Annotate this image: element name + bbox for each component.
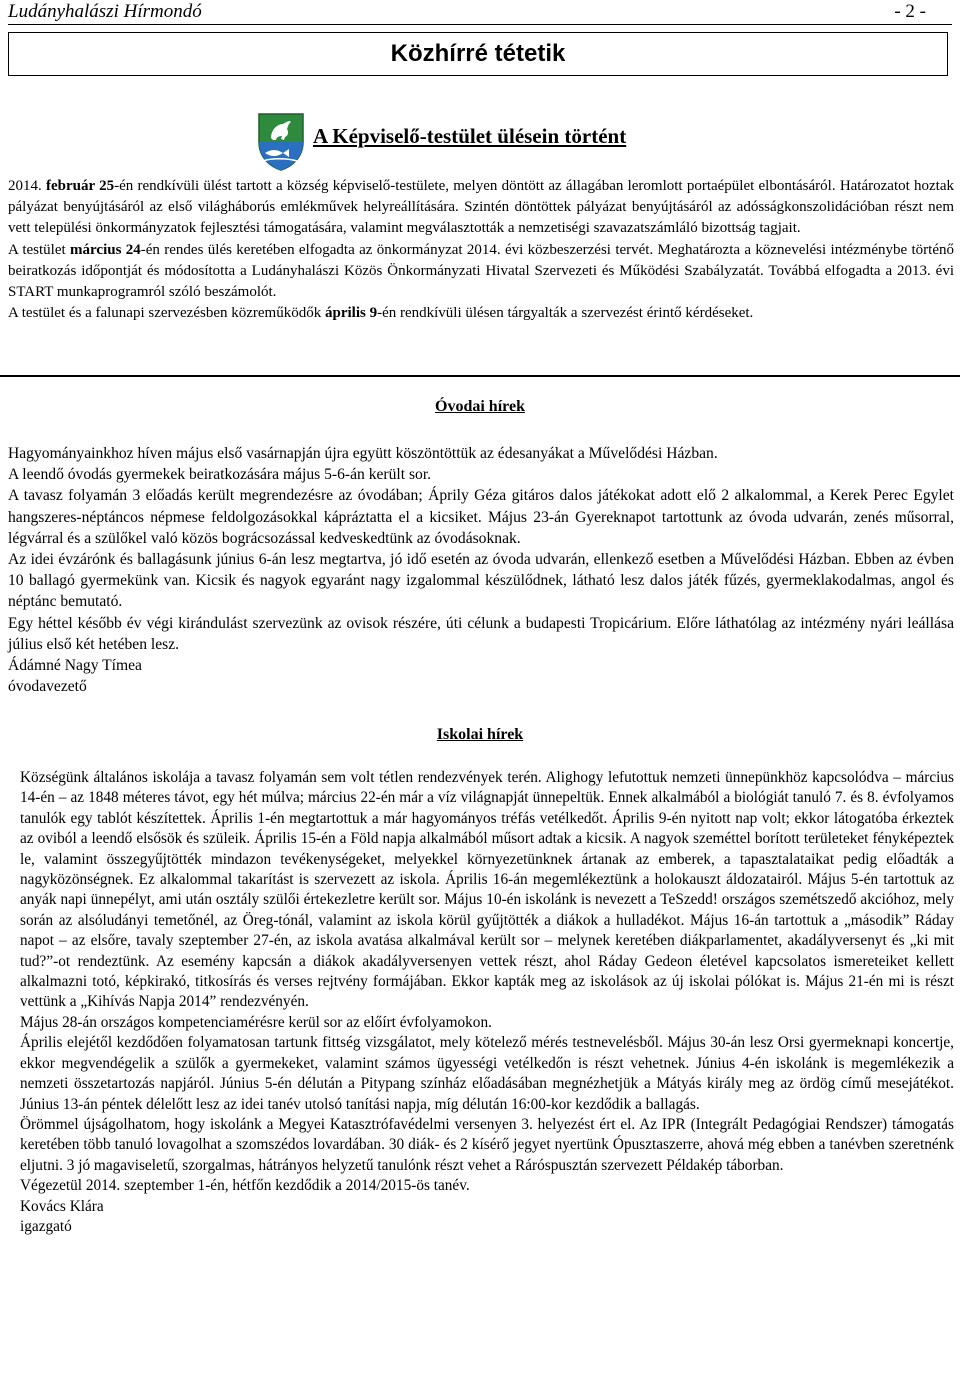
kindergarten-paragraph: A tavasz folyamán 3 előadás került megrendezésre az óvodában; Áprily Géza gitáros dalos játékokat adott elő 2 alkalommal, a Kerek Perec Egylet hangszeres-néptáncos népmese feldolgozásokkal kápráztatta el a kicsiket. Május 23-án Gyereknapot tartottunk az óvoda udvarán, zenés műsorral, légvárral és a szülőkel való közös bográcsozással kedveskedtünk az óvodásoknak. xyxy=(8,487,954,547)
kindergarten-paragraph: A leendő óvodás gyermekek beiratkozására május 5-6-án került sor. xyxy=(8,466,432,484)
kindergarten-title: Óvodai hírek xyxy=(435,398,525,415)
signature-title: óvodavezető xyxy=(8,678,87,696)
publication-title: Ludányhalászi Hírmondó xyxy=(8,1,202,22)
running-header xyxy=(8,0,952,25)
signature-name: Kovács Klára xyxy=(20,1197,104,1215)
meeting-date: március 24 xyxy=(70,241,141,258)
paragraph-text: 2014. xyxy=(8,178,46,194)
paragraph-text: A testület xyxy=(8,241,71,258)
section-banner: Közhírré tétetik xyxy=(8,32,948,76)
signature-name: Ádámné Nagy Tímea xyxy=(8,657,142,675)
council-paragraph xyxy=(8,176,954,240)
village-crest-icon xyxy=(257,112,305,172)
kindergarten-paragraph: Hagyományainkhoz híven május első vasárnapján újra együtt köszöntöttük az édesanyákat a Művelődési Házban. xyxy=(8,445,718,462)
council-paragraph xyxy=(8,240,954,304)
school-paragraph: Május 28-án országos kompetenciamérésre kerül sor az előírt évfolyamokon. xyxy=(20,1013,492,1031)
meeting-date: február 25 xyxy=(45,178,115,194)
page-number: - 2 - xyxy=(894,1,926,22)
council-heading: A Képviselő-testület ülésein történt xyxy=(313,124,627,148)
school-paragraph: Községünk általános iskolája a tavasz folyamán sem volt tétlen rendezvények terén. Alighogy lefutottuk nemzeti ünnepünkhöz kapcsolódva – március 14-én – az 1848 méteres távot, egy hét múlva; március 22-én már a víz világnapját ünnepeltük. Ennek alkalmából a biológiát tanuló 7. és 8. évfolyamos tanulók egy tablót készítettek. Április 1-én megtartottuk a már hagyományos tréfás vetélkedőt. Április 9-én nyitott nap volt; ekkor látogatóba érkeztek az oviból a leendő elsősök és szüleik. Április 15-én a Föld napja alkalmából műsort adtak a kicsik. A nagyok szeméttel borított területeket fényképeztek le, valamint összegyűjtötték mindazon tevékenységeket, melyekkel környezetünknek ártanak az emberek, a tapasztalataikat pedig előadták a nagyközönségnek. Ez alkalommal takarítást is szervezett az iskola. Április 16-án megemlékeztünk a holokauszt áldozatairól. Május 5-én tartottuk az anyák napi ünnepélyt, ami után osztály szülői értekezletre került sor. Május 10-én iskolánk is nevezett a TeSzedd! országos szemétszedő akcióhoz, mely során az alsóludányi temetőnél, az Öreg-tónál, valamint az iskola körül gyűjtötték a diákok a hulladékot. Május 16-án tartottuk a „második” Ráday napot – az elsőre, tavaly szeptember 27-én, az iskola avatása alkalmával került sor – melynek keretében diákparlamentet, akadályversenyt és „ki mit tud?”-ot rendeztünk. Az esemény kapcsán a diákok akadályversenyen vettek részt, ahol Ráday Gedeon életével kapcsolatos ismereteiket kellett alkalmazni totó, képkirakó, titkosírás és verses rejtvény formájában. Ekkor kapták meg az iskolások az új iskolai pólókat is. Május 21-én mi is részt vettünk a „Kihívás Napja 2014” rendezvényén. xyxy=(20,769,954,1011)
school-paragraph: Végezetül 2014. szeptember 1-én, hétfőn kezdődik a 2014/2015-ös tanév. xyxy=(20,1177,470,1195)
school-paragraph: Április elejétől kezdődően folyamatosan tartunk fittség vizsgálatot, mely kötelező mérés testnevelésből. Május 30-án lesz Orsi gyermeknapi koncertje, ekkor megvendégelik a szülők a gyermekeket, valamint számos ügyességi vetélkedőn is részt vehetnek. Június 4-én iskolánk is megemlékezik a nemzeti összetartozás napjáról. Június 5-én délután a Pitypang színház előadásában megnézhetjük a Mátyás király meg az ördög című mesejátékot. Június 13-án péntek délelőtt lesz az idei tanév utolsó tanítási napja, míg délután 16:00-kor kezdődik a ballagás. xyxy=(20,1034,954,1113)
paragraph-text: -én rendkívüli ülésen tárgyalták a szervezést érintő kérdéseket. xyxy=(377,305,754,322)
section-divider xyxy=(0,375,960,377)
school-section xyxy=(20,768,954,1237)
meeting-date: április 9 xyxy=(324,305,378,322)
school-paragraph: Örömmel újságolhatom, hogy iskolánk a Megyei Katasztrófavédelmi versenyen 3. helyezést ért el. Az IPR (Integrált Pedagógiai Rendszer) támogatás keretében több tanuló lovagolhat a szomszédos lovardában. 30 diák- és 2 kísérő jegyet nyertünk Ópusztaszerre, ahová még ebben a tanévben szeretnénk eljutni. 3 jó magaviseletű, szorgalmas, hátrányos helyzetű tanulónk részt vehet a Ráróspusztán szervezett Példakép táborban. xyxy=(20,1115,954,1174)
paragraph-text: -én rendes ülés keretében elfogadta az önkormányzat 2014. évi közbeszerzési tervét. Meghatározta a köznevelési intézménybe történő beiratkozás időpontját és módosította a Ludányhalászi Közös Önkormányzati Hivatal Szervezeti és Működési Szabályzatát. Továbbá elfogadta a 2013. évi START munkaprogramról szóló beszámolót. xyxy=(8,241,954,301)
paragraph-text: A testület és a falunapi szervezésben közreműködők xyxy=(8,305,325,322)
kindergarten-paragraph: Az idei évzárónk és ballagásunk június 6-án lesz megtartva, jó idő esetén az óvoda udvarán, ellenkező esetben a Művelődési Házban. Ebben az évben 10 ballagó gyermekünk van. Kicsik és nagyok egyaránt nagy izgalommal készülődnek, látható lesz dalos játék fűzés, gyermeklakodalmas, angol és néptánc bemutató. xyxy=(8,551,954,611)
signature-title: igazgató xyxy=(20,1217,72,1235)
council-section xyxy=(8,176,954,324)
kindergarten-section xyxy=(8,443,954,697)
kindergarten-paragraph: Egy héttel később év végi kirándulást szervezünk az ovisok részére, úti célunk a budapesti Tropicárium. Előre láthatólag az intézmény nyári leállása július első két hetében lesz. xyxy=(8,614,954,653)
paragraph-text: -én rendkívüli ülést tartott a község képviselő-testülete, melyen döntött az állagában leromlott portaépület elbontásáról. Határozatot hoztak pályázat benyújtásáról az első világháborús emlékművek helyreállítására. Szintén döntöttek pályázat benyújtásáról az adósságkonszolidációban részt nem vett települési önkormányzatok fejlesztési támogatására, valamint megválasztották a nemzetiségi szavazatszámláló bizottság tagjait. xyxy=(8,178,954,237)
council-paragraph xyxy=(8,303,954,324)
school-title: Iskolai hírek xyxy=(436,726,524,743)
